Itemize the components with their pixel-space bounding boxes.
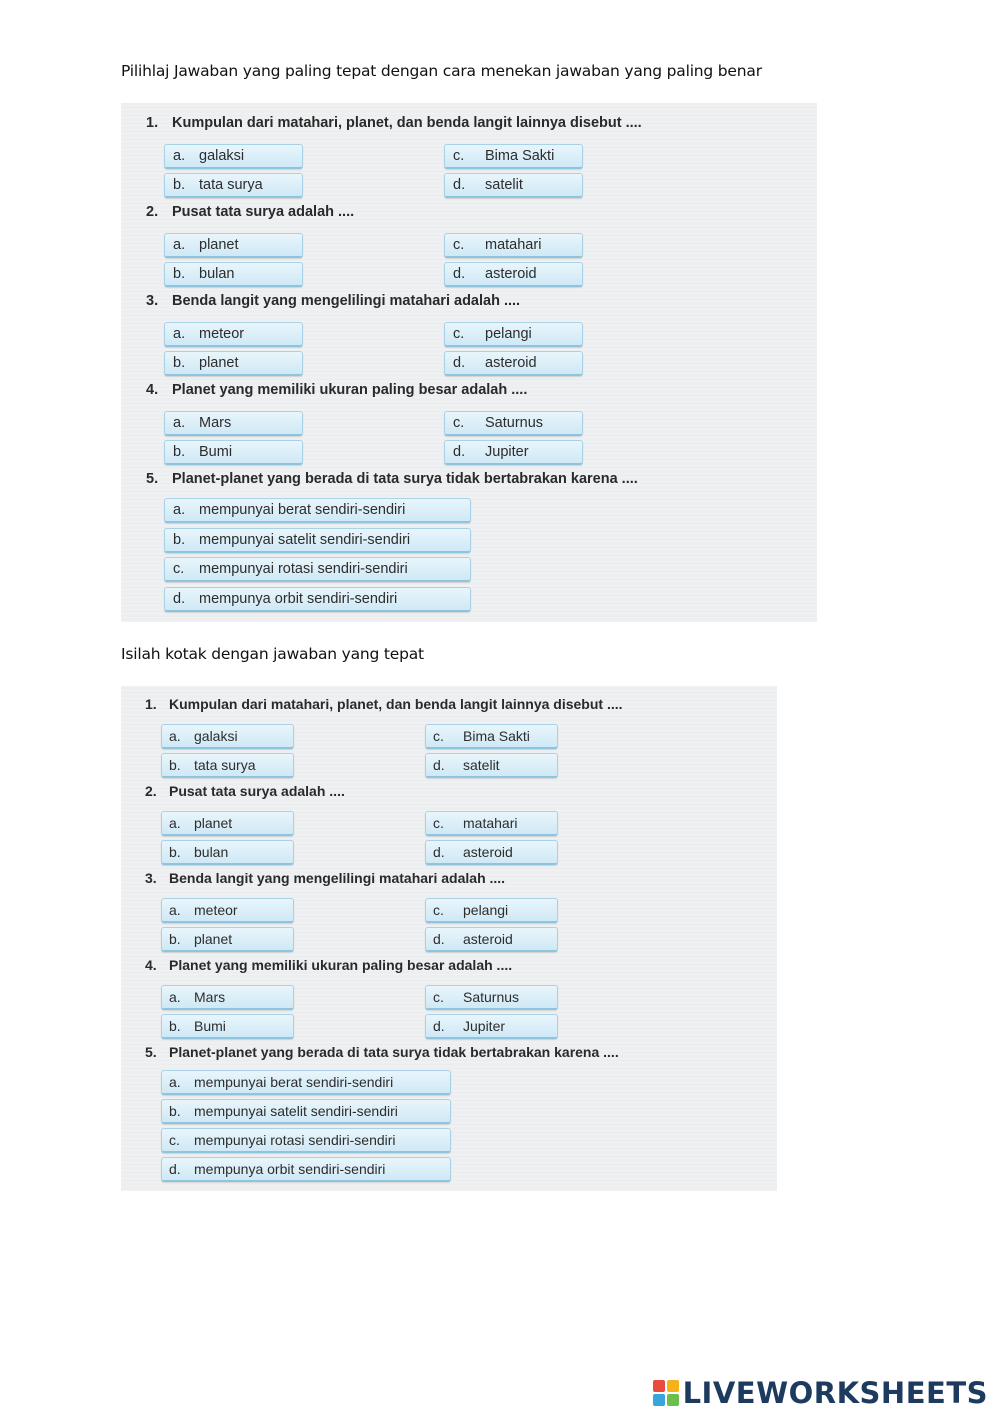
mc-answer-option-2-a[interactable] xyxy=(164,233,303,258)
mc-answer-option-4-c[interactable] xyxy=(444,411,583,436)
option-letter: d. xyxy=(453,355,466,371)
mc-answer-option-5-d[interactable] xyxy=(164,587,471,612)
instruction-choose-answer: Pilihlaj Jawaban yang paling tepat dengan cara menekan jawaban yang paling benar xyxy=(121,62,762,80)
option-letter: a. xyxy=(173,326,186,342)
question-number: 4. xyxy=(146,382,159,398)
quiz-panel-multiple-choice xyxy=(121,103,817,622)
question-text: Pusat tata surya adalah .... xyxy=(172,204,355,220)
option-letter: b. xyxy=(169,931,181,947)
option-letter: c. xyxy=(453,148,465,164)
question-number: 1. xyxy=(145,696,157,712)
option-text: mempunyai berat sendiri-sendiri xyxy=(199,502,406,518)
fill-answer-option-3-a[interactable] xyxy=(161,898,294,923)
question-number: 2. xyxy=(146,204,159,220)
option-text: bulan xyxy=(199,266,235,282)
option-letter: c. xyxy=(433,989,444,1005)
fill-answer-option-1-c[interactable] xyxy=(425,724,558,749)
question-text: Kumpulan dari matahari, planet, dan benda langit lainnya disebut .... xyxy=(169,696,623,712)
option-letter: a. xyxy=(173,237,186,253)
options-group xyxy=(146,409,817,469)
question-number: 3. xyxy=(145,870,157,886)
option-text: mempunyai berat sendiri-sendiri xyxy=(194,1074,394,1090)
option-letter: c. xyxy=(453,326,465,342)
question-3 xyxy=(145,868,777,896)
option-text: pelangi xyxy=(463,902,509,918)
option-letter: b. xyxy=(173,266,186,282)
question-text: Planet-planet yang berada di tata surya tidak bertabrakan karena .... xyxy=(169,1044,619,1060)
question-text: Benda langit yang mengelilingi matahari adalah .... xyxy=(172,293,521,309)
mc-answer-option-4-a[interactable] xyxy=(164,411,303,436)
option-letter: a. xyxy=(173,502,186,518)
question-2 xyxy=(146,202,817,231)
option-letter: d. xyxy=(433,844,445,860)
mc-answer-option-5-c[interactable] xyxy=(164,557,471,582)
question-text: Benda langit yang mengelilingi matahari adalah .... xyxy=(169,870,506,886)
instruction-fill-box: Isilah kotak dengan jawaban yang tepat xyxy=(121,645,424,663)
option-text: Saturnus xyxy=(463,989,520,1005)
option-text: Jupiter xyxy=(485,444,529,460)
option-letter: b. xyxy=(169,844,181,860)
mc-answer-option-2-b[interactable] xyxy=(164,262,303,287)
question-text: Kumpulan dari matahari, planet, dan benda langit lainnya disebut .... xyxy=(172,115,642,131)
mc-answer-option-4-b[interactable] xyxy=(164,440,303,465)
question-number: 2. xyxy=(145,783,157,799)
question-1 xyxy=(146,113,817,142)
fill-answer-option-5-a[interactable] xyxy=(161,1070,451,1095)
option-letter: a. xyxy=(169,989,181,1005)
fill-answer-option-3-b[interactable] xyxy=(161,927,294,952)
option-text: Mars xyxy=(194,989,226,1005)
mc-answer-option-5-b[interactable] xyxy=(164,528,471,553)
question-number: 4. xyxy=(145,957,157,973)
mc-answer-option-1-d[interactable] xyxy=(444,173,583,198)
option-letter: c. xyxy=(453,415,465,431)
option-letter: d. xyxy=(433,931,445,947)
option-letter: a. xyxy=(169,1074,181,1090)
question-1 xyxy=(145,694,777,722)
question-number: 5. xyxy=(145,1044,157,1060)
question-5 xyxy=(146,469,817,498)
fill-answer-option-4-a[interactable] xyxy=(161,985,294,1010)
option-letter: b. xyxy=(169,757,181,773)
option-text: satelit xyxy=(485,177,523,193)
option-letter: d. xyxy=(169,1161,181,1177)
option-letter: d. xyxy=(453,177,466,193)
option-text: planet xyxy=(199,355,239,371)
fill-answer-option-4-c[interactable] xyxy=(425,985,558,1010)
options-group xyxy=(146,231,817,291)
quiz-panel-fill-box xyxy=(121,686,777,1191)
question-number: 3. xyxy=(146,293,159,309)
option-text: Jupiter xyxy=(463,1018,506,1034)
options-group xyxy=(146,142,817,202)
fill-answer-option-2-d[interactable] xyxy=(425,840,558,865)
option-text: tata surya xyxy=(199,177,263,193)
option-text: mempunyai rotasi sendiri-sendiri xyxy=(194,1132,396,1148)
option-text: mempunya orbit sendiri-sendiri xyxy=(199,591,398,607)
fill-answer-option-4-d[interactable] xyxy=(425,1014,558,1039)
option-text: asteroid xyxy=(463,844,513,860)
question-text: Planet-planet yang berada di tata surya tidak bertabrakan karena .... xyxy=(172,471,638,487)
option-text: Mars xyxy=(199,415,232,431)
options-group xyxy=(146,320,817,380)
options-group xyxy=(145,722,777,781)
option-letter: d. xyxy=(173,591,186,607)
options-group xyxy=(145,983,777,1042)
liveworksheets-logo xyxy=(653,1376,988,1410)
question-number: 5. xyxy=(146,471,159,487)
option-letter: d. xyxy=(433,757,445,773)
logo-square-e xyxy=(667,1394,679,1406)
options-group xyxy=(145,1070,777,1186)
option-text: meteor xyxy=(194,902,238,918)
mc-answer-option-3-c[interactable] xyxy=(444,322,583,347)
question-5 xyxy=(145,1042,777,1070)
liveworksheets-logo-icon xyxy=(653,1380,679,1406)
option-letter: b. xyxy=(173,355,186,371)
option-text: Bumi xyxy=(194,1018,226,1034)
option-text: galaksi xyxy=(194,728,238,744)
option-letter: a. xyxy=(169,902,181,918)
mc-answer-option-3-a[interactable] xyxy=(164,322,303,347)
option-letter: a. xyxy=(173,415,186,431)
mc-answer-option-4-d[interactable] xyxy=(444,440,583,465)
fill-answer-option-5-c[interactable] xyxy=(161,1128,451,1153)
options-group xyxy=(145,896,777,955)
option-letter: b. xyxy=(173,444,186,460)
fill-answer-option-2-a[interactable] xyxy=(161,811,294,836)
option-letter: a. xyxy=(173,148,186,164)
option-text: Bima Sakti xyxy=(463,728,530,744)
fill-answer-option-3-c[interactable] xyxy=(425,898,558,923)
option-letter: c. xyxy=(169,1132,180,1148)
option-letter: b. xyxy=(169,1018,181,1034)
option-text: planet xyxy=(199,237,239,253)
fill-answer-option-1-a[interactable] xyxy=(161,724,294,749)
option-text: mempunyai satelit sendiri-sendiri xyxy=(194,1103,398,1119)
option-letter: c. xyxy=(433,728,444,744)
fill-answer-option-3-d[interactable] xyxy=(425,927,558,952)
question-2 xyxy=(145,781,777,809)
option-letter: a. xyxy=(169,815,181,831)
fill-answer-option-2-c[interactable] xyxy=(425,811,558,836)
option-text: planet xyxy=(194,815,233,831)
option-letter: c. xyxy=(453,237,465,253)
option-letter: c. xyxy=(433,902,444,918)
options-group xyxy=(146,498,817,618)
option-text: asteroid xyxy=(463,931,513,947)
mc-answer-option-3-b[interactable] xyxy=(164,351,303,376)
option-letter: c. xyxy=(433,815,444,831)
question-number: 1. xyxy=(146,115,159,131)
option-letter: b. xyxy=(173,532,186,548)
logo-square-i xyxy=(667,1380,679,1392)
option-text: Bumi xyxy=(199,444,233,460)
option-letter: a. xyxy=(169,728,181,744)
mc-answer-option-1-b[interactable] xyxy=(164,173,303,198)
option-text: mempunyai rotasi sendiri-sendiri xyxy=(199,561,408,577)
option-text: tata surya xyxy=(194,757,256,773)
logo-square-v xyxy=(653,1394,665,1406)
fill-answer-option-4-b[interactable] xyxy=(161,1014,294,1039)
option-text: asteroid xyxy=(485,355,537,371)
option-text: bulan xyxy=(194,844,229,860)
mc-answer-option-3-d[interactable] xyxy=(444,351,583,376)
option-text: mempunya orbit sendiri-sendiri xyxy=(194,1161,386,1177)
mc-answer-option-1-a[interactable] xyxy=(164,144,303,169)
fill-answer-option-2-b[interactable] xyxy=(161,840,294,865)
question-4 xyxy=(145,955,777,983)
option-letter: b. xyxy=(169,1103,181,1119)
brand-name: LIVEWORKSHEETS xyxy=(682,1376,988,1410)
option-text: matahari xyxy=(463,815,518,831)
option-text: Saturnus xyxy=(485,415,544,431)
option-text: planet xyxy=(194,931,233,947)
question-text: Planet yang memiliki ukuran paling besar adalah .... xyxy=(169,957,513,973)
option-letter: c. xyxy=(173,561,185,577)
option-text: meteor xyxy=(199,326,245,342)
fill-answer-option-5-d[interactable] xyxy=(161,1157,451,1182)
option-letter: b. xyxy=(173,177,186,193)
options-group xyxy=(145,809,777,868)
question-3 xyxy=(146,291,817,320)
fill-answer-option-1-d[interactable] xyxy=(425,753,558,778)
option-text: Bima Sakti xyxy=(485,148,555,164)
mc-answer-option-1-c[interactable] xyxy=(444,144,583,169)
option-text: galaksi xyxy=(199,148,245,164)
option-text: matahari xyxy=(485,237,542,253)
option-text: asteroid xyxy=(485,266,537,282)
option-letter: d. xyxy=(453,266,466,282)
option-text: mempunyai satelit sendiri-sendiri xyxy=(199,532,411,548)
mc-answer-option-5-a[interactable] xyxy=(164,498,471,523)
logo-square-l xyxy=(653,1380,665,1392)
fill-answer-option-5-b[interactable] xyxy=(161,1099,451,1124)
option-text: satelit xyxy=(463,757,500,773)
option-text: pelangi xyxy=(485,326,532,342)
mc-answer-option-2-c[interactable] xyxy=(444,233,583,258)
fill-answer-option-1-b[interactable] xyxy=(161,753,294,778)
option-letter: d. xyxy=(433,1018,445,1034)
mc-answer-option-2-d[interactable] xyxy=(444,262,583,287)
question-text: Pusat tata surya adalah .... xyxy=(169,783,345,799)
question-4 xyxy=(146,380,817,409)
question-text: Planet yang memiliki ukuran paling besar adalah .... xyxy=(172,382,528,398)
option-letter: d. xyxy=(453,444,466,460)
